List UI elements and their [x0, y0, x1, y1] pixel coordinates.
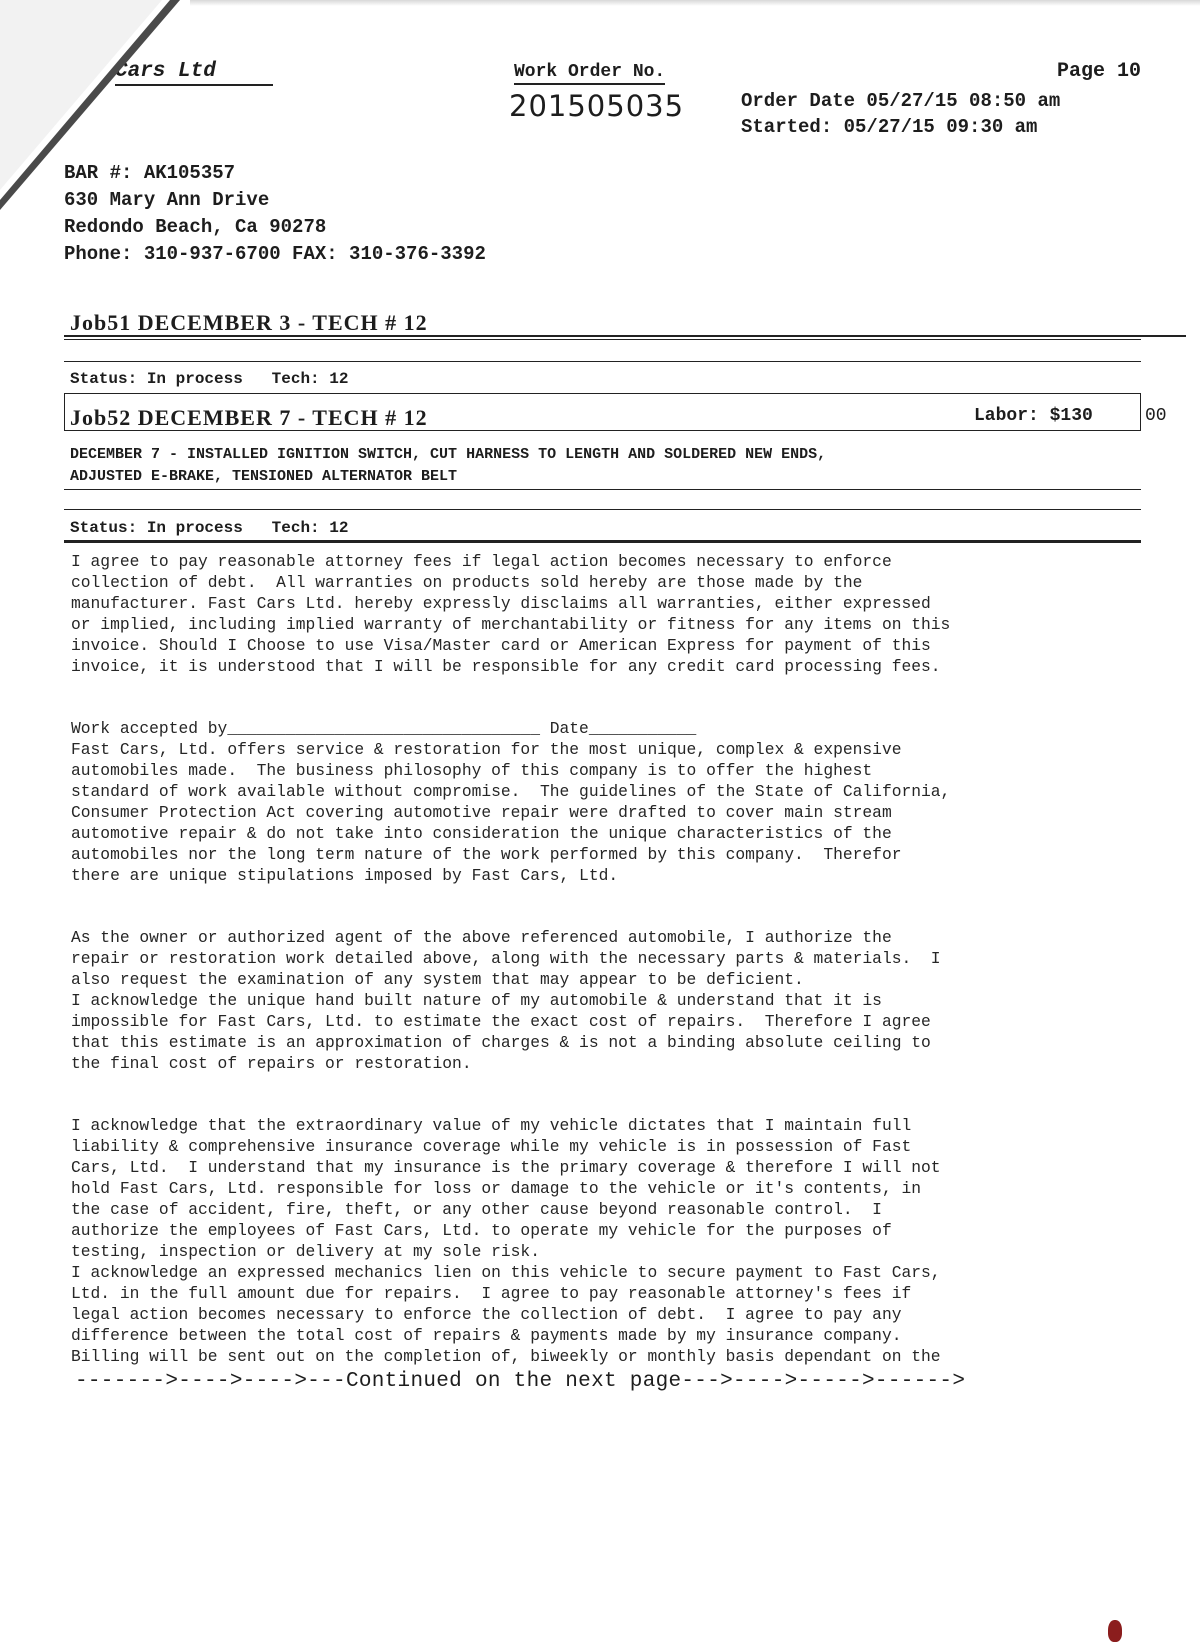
job-52-status: Status: In process Tech: 12	[70, 519, 349, 537]
job-52-title: Job52 DECEMBER 7 - TECH # 12	[70, 405, 428, 430]
divider	[64, 361, 1141, 362]
page-number: Page 10	[1057, 60, 1142, 83]
bar-number: BAR #: AK105357	[64, 162, 236, 184]
divider	[64, 339, 1141, 340]
divider	[64, 335, 1186, 337]
folded-corner-paper	[0, 0, 162, 190]
divider	[64, 489, 1141, 490]
order-date: Order Date 05/27/15 08:50 am	[741, 90, 1061, 112]
company-name: Cars Ltd	[115, 60, 273, 86]
job-51-title: Job51 DECEMBER 3 - TECH # 12	[70, 310, 428, 335]
divider	[64, 540, 1141, 543]
labor-cents: 00	[1145, 406, 1167, 426]
work-order-number: 201505035	[509, 89, 685, 123]
scan-top-edge	[190, 0, 1200, 6]
order-dates	[741, 88, 1060, 140]
ink-mark	[1108, 1620, 1122, 1642]
legal-paragraph-2: Fast Cars, Ltd. offers service & restoration for the most unique, complex & expensive automobiles made. The business philosophy of this company is to offer the highest standard of work available without compromise. The guidelines of the State of California, Consumer Protection Act covering automotive repair were drafted to cover main stream automotive repair & do not take into consideration the unique characteristics of the automobiles nor the long term nature of the work performed by this company. Therefor there are unique stipulations imposed by Fast Cars, Ltd.	[71, 740, 951, 885]
street-address: 630 Mary Ann Drive	[64, 189, 270, 211]
work-accepted-signature-line: Work accepted by________________________________ Date___________	[71, 719, 697, 738]
labor-amount: Labor: $130	[974, 406, 1093, 426]
job-52-description: DECEMBER 7 - INSTALLED IGNITION SWITCH, CUT HARNESS TO LENGTH AND SOLDERED NEW ENDS, ADJUSTED E-BRAKE, TENSIONED ALTERNATOR BELT	[70, 446, 827, 485]
continued-notice: ------->---->---->---Continued on the next page--->---->----->------>	[75, 1370, 966, 1393]
divider	[64, 509, 1141, 510]
work-order-label: Work Order No.	[514, 62, 665, 85]
started-date: Started: 05/27/15 09:30 am	[741, 116, 1038, 138]
job-51-status: Status: In process Tech: 12	[70, 370, 349, 388]
city-line: Redondo Beach, Ca 90278	[64, 216, 327, 238]
legal-paragraph-1: I agree to pay reasonable attorney fees if legal action becomes necessary to enforce collection of debt. All warranties on products sold hereby are those made by the manufacturer. Fast Cars Ltd. hereby expressly disclaims all warranties, either expressed or implied, including implied warranty of merchantability or fitness for any items on this invoice. Should I Choose to use Visa/Master card or American Express for payment of this invoice, it is understood that I will be responsible for any credit card processing fees.	[71, 552, 951, 676]
legal-paragraph-3: As the owner or authorized agent of the above referenced automobile, I authorize the repair or restoration work detailed above, along with the necessary parts & materials. I also request the examination of any system that may appear to be deficient. I acknowledge the unique hand built nature of my automobile & understand that it is impossible for Fast Cars, Ltd. to estimate the exact cost of repairs. Therefore I agree that this estimate is an approximation of charges & is not a binding absolute ceiling to the final cost of repairs or restoration.	[71, 928, 941, 1073]
phone-fax: Phone: 310-937-6700 FAX: 310-376-3392	[64, 243, 486, 265]
legal-paragraph-4: I acknowledge that the extraordinary value of my vehicle dictates that I maintain full liability & comprehensive insurance coverage while my vehicle is in possession of Fast Cars, Ltd. I understand that my insurance is the primary coverage & therefore I will not hold Fast Cars, Ltd. responsible for loss or damage to the vehicle or it's contents, in the case of accident, fire, theft, or any other cause beyond reasonable control. I authorize the employees of Fast Cars, Ltd. to operate my vehicle for the purposes of testing, inspection or delivery at my sole risk. I acknowledge an expressed mechanics lien on this vehicle to secure payment to Fast Cars, Ltd. in the full amount due for repairs. I agree to pay reasonable attorney's fees if legal action becomes necessary to enforce the collection of debt. I agree to pay any difference between the total cost of repairs & payments made by my insurance company. Billing will be sent out on the completion of, biweekly or monthly basis dependant on the	[71, 1116, 941, 1366]
